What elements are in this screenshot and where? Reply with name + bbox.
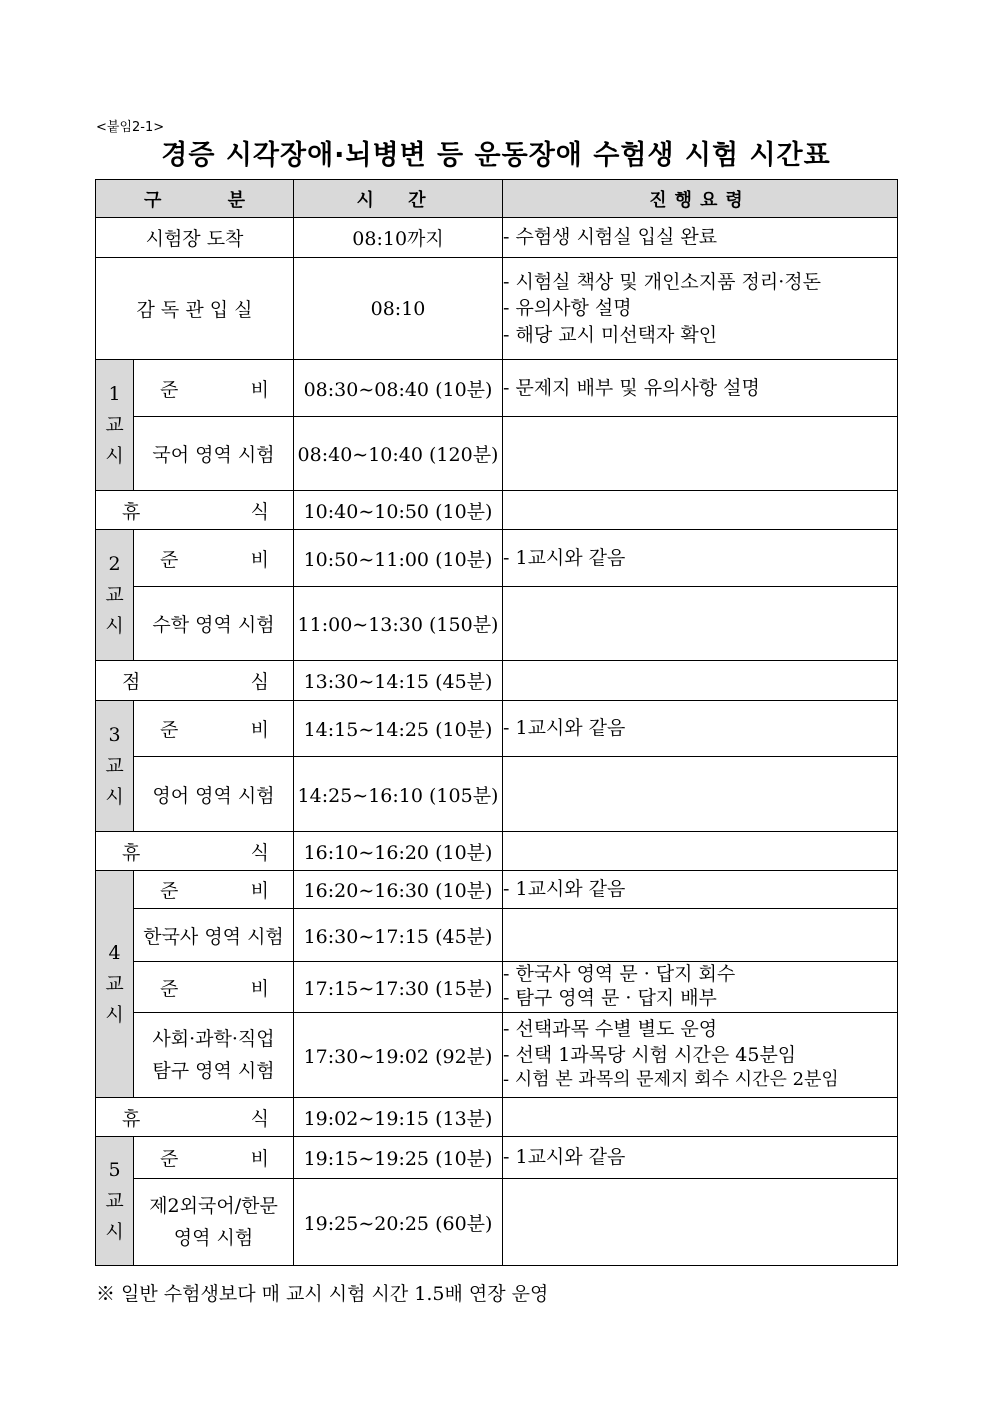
period4-exam2-time: 17:30∼19:02 (92분) xyxy=(294,1013,503,1098)
attachment-label: <붙임2-1> xyxy=(96,120,165,135)
period4-exam2-notes xyxy=(503,1013,898,1098)
period2-exam-time: 11:00∼13:30 (150분) xyxy=(294,587,503,661)
period3-prep-note: - 1교시와 같음 xyxy=(503,701,898,757)
period3-label: 3 교 시 xyxy=(96,701,134,832)
period4-exam2-label xyxy=(134,1013,294,1098)
period4-prep2-time: 17:15∼17:30 (15분) xyxy=(294,962,503,1013)
period4-prep1-label: 준 비 xyxy=(134,871,294,909)
break3-time: 19:02∼19:15 (13분) xyxy=(294,1098,503,1137)
period5-exam-note xyxy=(503,1179,898,1266)
schedule-table xyxy=(95,179,898,1266)
period4-prep2-note-2: - 탐구 영역 문 · 답지 배부 xyxy=(503,987,717,1009)
period4-label: 4 교 시 xyxy=(96,871,134,1098)
period4-prep2-label: 준 비 xyxy=(134,962,294,1013)
period4-exam2-row xyxy=(96,1013,898,1098)
period4-exam2-note-3: - 시험 본 과목의 문제지 회수 시간은 2분임 xyxy=(503,1069,839,1091)
break1-label: 휴 식 xyxy=(96,491,294,530)
break2-time: 16:10∼16:20 (10분) xyxy=(294,832,503,871)
period5-label: 5 교 시 xyxy=(96,1137,134,1266)
period4-exam1-row xyxy=(96,909,898,962)
period4-prep1-time: 16:20∼16:30 (10분) xyxy=(294,871,503,909)
period1-exam-time: 08:40∼10:40 (120분) xyxy=(294,417,503,491)
break3-row xyxy=(96,1098,898,1137)
period2-prep-time: 10:50∼11:00 (10분) xyxy=(294,530,503,587)
period5-prep-row xyxy=(96,1137,898,1179)
arrival-row xyxy=(96,218,898,258)
period5-prep-time: 19:15∼19:25 (10분) xyxy=(294,1137,503,1179)
break1-time: 10:40∼10:50 (10분) xyxy=(294,491,503,530)
period2-prep-row xyxy=(96,530,898,587)
period4-prep2-notes xyxy=(503,962,898,1013)
period3-exam-time: 14:25∼16:10 (105분) xyxy=(294,757,503,832)
arrival-label: 시험장 도착 xyxy=(96,218,294,258)
period2-label: 2 교 시 xyxy=(96,530,134,661)
period4-prep1-row xyxy=(96,871,898,909)
lunch-label: 점 심 xyxy=(96,661,294,701)
proctor-notes xyxy=(503,258,898,360)
header-procedure: 진행요령 xyxy=(503,180,898,218)
period3-prep-label: 준 비 xyxy=(134,701,294,757)
period2-prep-note: - 1교시와 같음 xyxy=(503,530,898,587)
arrival-time: 08:10까지 xyxy=(294,218,503,258)
footer-note: ※ 일반 수험생보다 매 교시 시험 시간 1.5배 연장 운영 xyxy=(96,1283,549,1305)
period4-exam2-note-1: - 선택과목 수별 별도 운영 xyxy=(503,1018,718,1041)
period5-exam-row xyxy=(96,1179,898,1266)
arrival-note: - 수험생 시험실 입실 완료 xyxy=(503,218,898,258)
period3-exam-label: 영어 영역 시험 xyxy=(134,757,294,832)
proctor-note-3: - 해당 교시 미선택자 확인 xyxy=(503,323,718,346)
break1-note xyxy=(503,491,898,530)
period4-prep1-note: - 1교시와 같음 xyxy=(503,871,898,909)
period5-exam-label xyxy=(134,1179,294,1266)
proctor-label: 감 독 관 입 실 xyxy=(96,258,294,360)
period1-prep-time: 08:30∼08:40 (10분) xyxy=(294,360,503,417)
period5-exam-label-line2: 영역 시험 xyxy=(173,1227,254,1249)
lunch-time: 13:30∼14:15 (45분) xyxy=(294,661,503,701)
break3-label: 휴 식 xyxy=(96,1098,294,1137)
break3-note xyxy=(503,1098,898,1137)
period3-prep-time: 14:15∼14:25 (10분) xyxy=(294,701,503,757)
period1-prep-label: 준 비 xyxy=(134,360,294,417)
period4-prep2-row xyxy=(96,962,898,1013)
period3-prep-row xyxy=(96,701,898,757)
proctor-note-2: - 유의사항 설명 xyxy=(503,297,632,320)
period3-exam-row xyxy=(96,757,898,832)
period5-prep-label: 준 비 xyxy=(134,1137,294,1179)
period4-prep2-note-1: - 한국사 영역 문 · 답지 회수 xyxy=(503,963,736,986)
period4-exam1-time: 16:30∼17:15 (45분) xyxy=(294,909,503,962)
period4-exam2-label-line1: 사회·과학·직업 xyxy=(152,1027,275,1050)
period2-exam-note xyxy=(503,587,898,661)
break2-row xyxy=(96,832,898,871)
header-row xyxy=(96,180,898,218)
lunch-row xyxy=(96,661,898,701)
period5-exam-label-line1: 제2외국어/한문 xyxy=(149,1194,278,1217)
period2-exam-row xyxy=(96,587,898,661)
page-title: 경증 시각장애·뇌병변 등 운동장애 수험생 시험 시간표 xyxy=(161,140,831,171)
period3-exam-note xyxy=(503,757,898,832)
period1-exam-note xyxy=(503,417,898,491)
lunch-note xyxy=(503,661,898,701)
period4-exam2-note-2: - 선택 1과목당 시험 시간은 45분임 xyxy=(503,1043,797,1066)
period2-exam-label: 수학 영역 시험 xyxy=(134,587,294,661)
period5-prep-note: - 1교시와 같음 xyxy=(503,1137,898,1179)
period4-exam1-label: 한국사 영역 시험 xyxy=(134,909,294,962)
period1-label: 1 교 시 xyxy=(96,360,134,491)
break2-note xyxy=(503,832,898,871)
period1-prep-note: - 문제지 배부 및 유의사항 설명 xyxy=(503,360,898,417)
header-category: 구 분 xyxy=(96,180,294,218)
period1-exam-label: 국어 영역 시험 xyxy=(134,417,294,491)
proctor-row xyxy=(96,258,898,360)
header-time: 시 간 xyxy=(294,180,503,218)
period1-exam-row xyxy=(96,417,898,491)
period4-exam1-note xyxy=(503,909,898,962)
period4-exam2-label-line2: 탐구 영역 시험 xyxy=(152,1060,275,1082)
period5-exam-time: 19:25∼20:25 (60분) xyxy=(294,1179,503,1266)
proctor-time: 08:10 xyxy=(294,258,503,360)
break1-row xyxy=(96,491,898,530)
period2-prep-label: 준 비 xyxy=(134,530,294,587)
period1-prep-row xyxy=(96,360,898,417)
break2-label: 휴 식 xyxy=(96,832,294,871)
proctor-note-1: - 시험실 책상 및 개인소지품 정리·정돈 xyxy=(503,270,821,293)
